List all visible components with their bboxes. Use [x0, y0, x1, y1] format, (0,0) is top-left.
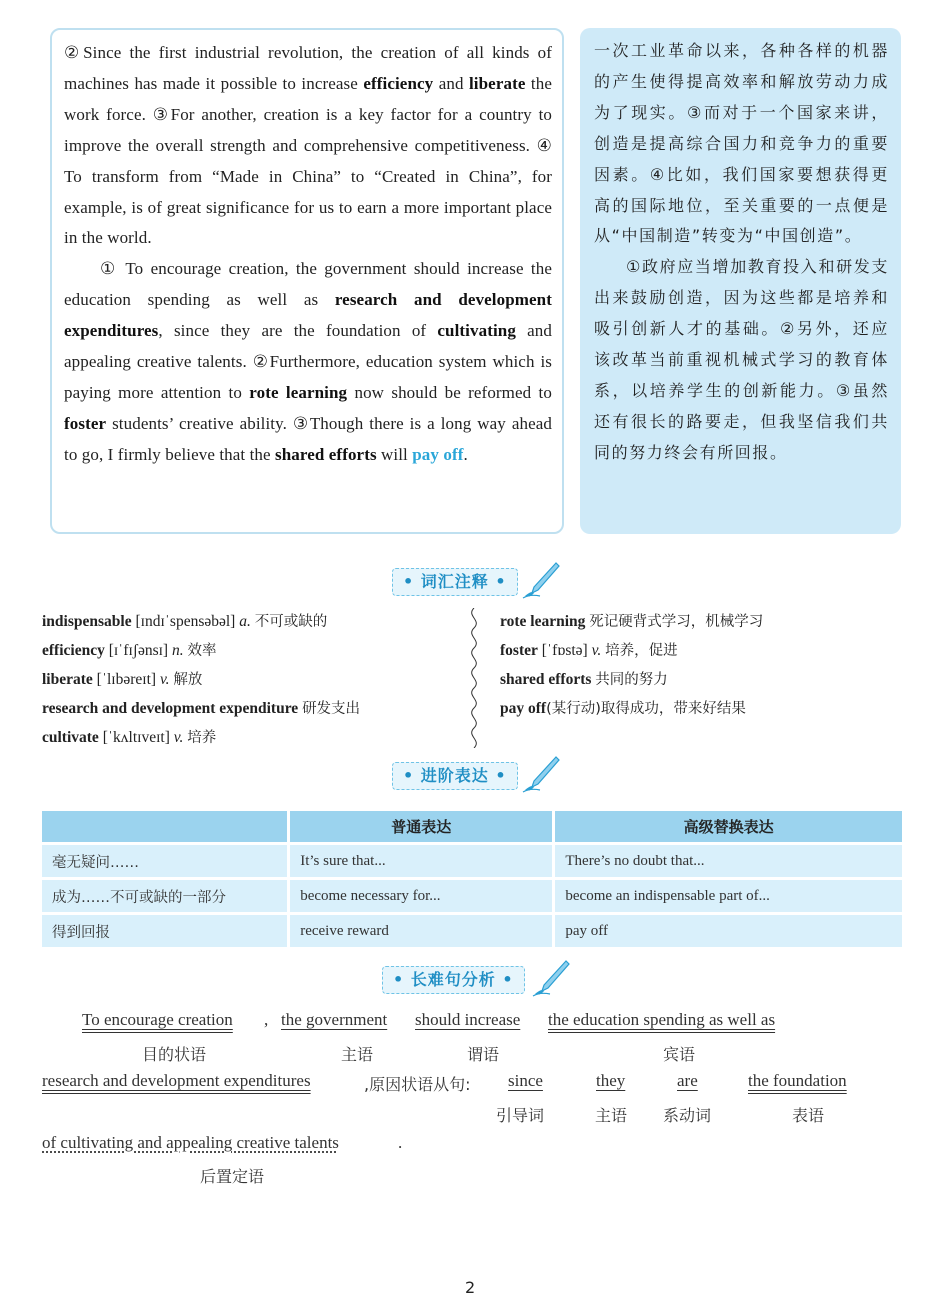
table-header — [42, 811, 287, 842]
vocab-item — [42, 694, 360, 723]
text-run: , since they are the foundation of — [158, 321, 438, 341]
table-header: 高级替换表达 — [555, 811, 902, 842]
label-attributive: 后置定语 — [200, 1167, 265, 1186]
vocab-meaning: 培养，促进 — [605, 643, 678, 659]
vocab-meaning: (某行动)取得成功，带来好结果 — [546, 701, 746, 717]
vocab-item — [500, 694, 763, 723]
bold-term: shared efforts — [275, 444, 377, 464]
vocab-section-title: • 词汇注释 • — [392, 568, 518, 596]
vocab-item — [42, 607, 360, 636]
segment-linking-verb: are — [677, 1071, 698, 1090]
table-row — [42, 845, 902, 877]
label-conj: 引导词 — [496, 1106, 545, 1125]
text-run: and appealing creative talents. ②Furthermore, education system which is paying more attention to — [64, 321, 552, 402]
segment-punct: , — [264, 1010, 269, 1029]
vocab-meaning: 效率 — [187, 643, 217, 659]
text-run: and — [433, 73, 469, 93]
table-cell: There’s no doubt that... — [555, 845, 902, 877]
vocab-word: foster — [500, 642, 538, 659]
text-run: ① To encourage creation, the government should increase the education spending as well as — [64, 259, 552, 310]
vocab-item — [42, 636, 360, 665]
text-run: the work force. ③For another, creation is a key factor for a country to improve the overall strength and comprehensive competitiveness. ④ To transform from “Made in China” to “Created in China”, for example, is of great significance for us to earn a more important place in the world. — [64, 73, 552, 248]
vocab-item — [42, 665, 360, 694]
vocab-meaning: 死记硬背式学习，机械学习 — [589, 614, 764, 630]
chinese-paragraph-1: 一次工业革命以来，各种各样的机器的产生使得提高效率和解放劳动力成为了现实。③而对于一个国家来讲，创造是提高综合国力和竞争力的重要因素。④比如，我们国家要想获得更高的国际地位，至关重要的一点便是从“中国制造”转变为“中国创造”。 — [594, 41, 889, 246]
vocab-pos: v. — [159, 671, 170, 688]
text-run: . — [463, 444, 468, 464]
segment-attributive: of cultivating and appealing creative talents — [42, 1133, 339, 1152]
vocab-meaning: 解放 — [173, 672, 203, 688]
bold-term: foster — [64, 413, 107, 433]
table-cell: receive reward — [290, 915, 552, 947]
segment-object-cont: research and development expenditures — [42, 1071, 311, 1090]
segment-predicate: should increase — [415, 1010, 521, 1029]
bold-term: research and development expenditures — [64, 290, 552, 341]
table-cell: 成为……不可或缺的一部分 — [42, 880, 287, 912]
vocab-ipa: [ɪndɪˈspensəbəl] — [135, 613, 236, 630]
vocab-meaning: 研发支出 — [302, 701, 361, 717]
label-linking-verb: 系动词 — [663, 1106, 712, 1125]
vocab-word: pay off — [500, 700, 547, 717]
vocab-item — [500, 636, 763, 665]
vocab-ipa: [ɪˈfɪʃənsɪ] — [108, 642, 169, 659]
vocab-word: indispensable — [42, 613, 132, 630]
vocab-word: rote learning — [500, 613, 586, 630]
chinese-translation-box — [580, 28, 901, 534]
bold-term: liberate — [468, 73, 526, 93]
advanced-section-title: • 进阶表达 • — [392, 762, 518, 790]
table-header-row — [42, 811, 902, 842]
segment-adverbial: To encourage creation — [82, 1010, 233, 1029]
table-row — [42, 880, 902, 912]
highlight-term: pay off — [412, 444, 464, 464]
vocab-ipa: [ˈkʌltɪveɪt] — [102, 729, 170, 746]
table-cell: become an indispensable part of... — [555, 880, 902, 912]
vocab-pos: n. — [171, 642, 184, 659]
table-header: 普通表达 — [290, 811, 552, 842]
text-run: will — [376, 444, 413, 464]
wave-divider-icon — [462, 608, 486, 748]
segment-clause-subject: they — [596, 1071, 626, 1090]
table-cell: become necessary for... — [290, 880, 552, 912]
vocab-ipa: [ˈlɪbəreɪt] — [96, 671, 157, 688]
pen-icon — [520, 754, 560, 794]
vocab-word: shared efforts — [500, 671, 592, 688]
page-number: 2 — [465, 1278, 476, 1297]
vocab-meaning: 共同的努力 — [595, 672, 668, 688]
vocab-word: research and development expenditure — [42, 700, 299, 717]
vocab-word: efficiency — [42, 642, 105, 659]
label-adverbial: 目的状语 — [142, 1045, 207, 1064]
text-run: now should be reformed to — [347, 382, 552, 402]
table-cell: 得到回报 — [42, 915, 287, 947]
table-cell: pay off — [555, 915, 902, 947]
bold-term: rote learning — [249, 382, 348, 402]
segment-object: the education spending as well as — [548, 1010, 776, 1029]
vocab-word: liberate — [42, 671, 93, 688]
segment-conj: since — [508, 1071, 543, 1090]
vocab-meaning: 培养 — [187, 730, 217, 746]
chinese-paragraph-2: ①政府应当增加教育投入和研发支出来鼓励创造，因为这些都是培养和吸引创新人才的基础。②另外，还应该改革当前重视机械式学习的教育体系，以培养学生的创新能力。③虽然还有很长的路要走，但我坚信我们共同的努力终会有所回报。 — [594, 257, 889, 462]
vocab-item — [500, 665, 763, 694]
pen-icon — [520, 560, 560, 600]
segment-clause-note: ,原因状语从句: — [364, 1075, 471, 1094]
table-cell: It’s sure that... — [290, 845, 552, 877]
vocab-ipa: [ˈfɒstə] — [541, 642, 588, 659]
english-paragraph-1 — [64, 38, 552, 254]
segment-subject: the government — [281, 1010, 388, 1029]
table-cell: 毫无疑问…… — [42, 845, 287, 877]
vocab-pos: a. — [239, 613, 251, 630]
label-clause-subject: 主语 — [595, 1106, 628, 1125]
bold-term: cultivating — [437, 321, 516, 341]
english-paragraph-2 — [64, 254, 552, 470]
vocab-pos: v. — [591, 642, 602, 659]
vocab-item — [500, 607, 763, 636]
vocab-right-column — [500, 607, 763, 723]
label-subject: 主语 — [341, 1045, 374, 1064]
label-object: 宾语 — [663, 1045, 696, 1064]
sentence-section-title: • 长难句分析 • — [382, 966, 525, 994]
vocab-item — [42, 723, 360, 752]
english-passage-box — [50, 28, 564, 534]
expression-table — [39, 808, 905, 950]
pen-icon — [530, 958, 570, 998]
vocab-left-column — [42, 607, 360, 752]
vocab-pos: v. — [173, 729, 184, 746]
segment-predicative: the foundation — [748, 1071, 847, 1090]
label-predicate: 谓语 — [467, 1045, 500, 1064]
vocab-meaning: 不可或缺的 — [254, 614, 328, 630]
segment-punct: . — [398, 1133, 403, 1152]
bold-term: efficiency — [363, 73, 434, 93]
text-run: students’ creative ability. ③Though there is a long way ahead to go, I firmly believe that the — [64, 413, 552, 464]
table-row — [42, 915, 902, 947]
text-run: ②Since the first industrial revolution, the creation of all kinds of machines has made it possible to increase — [64, 43, 552, 93]
label-predicative: 表语 — [792, 1106, 825, 1125]
vocab-word: cultivate — [42, 729, 99, 746]
